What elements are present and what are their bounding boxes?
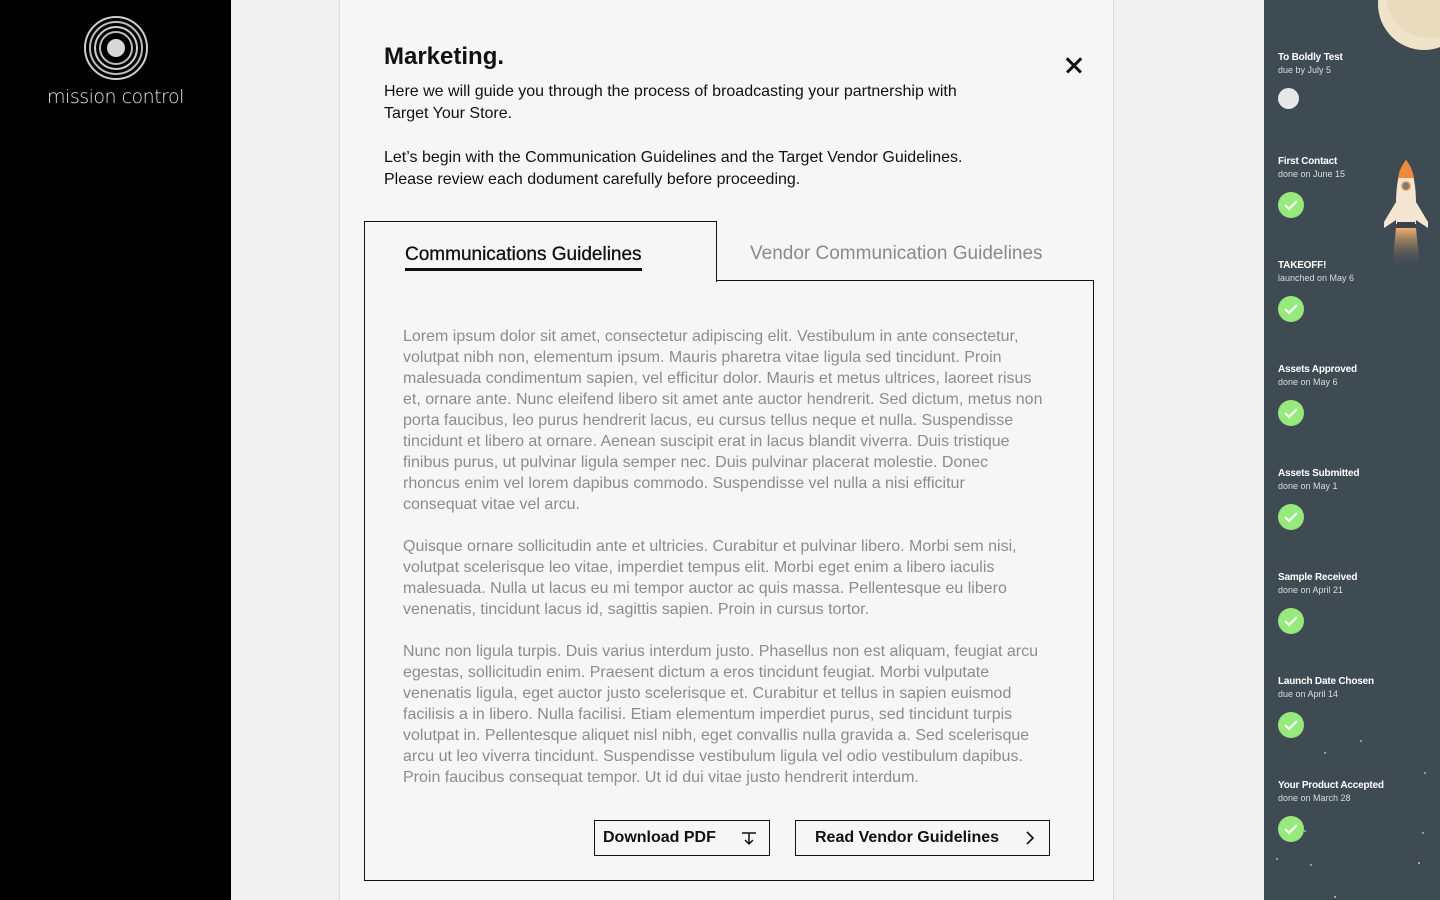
download-pdf-label: Download PDF — [603, 829, 716, 846]
progress-step[interactable] — [1278, 676, 1428, 699]
step-title: First Contact — [1278, 156, 1338, 167]
left-sidebar — [0, 0, 231, 900]
read-vendor-guidelines-button[interactable] — [795, 820, 1050, 856]
step-title: Assets Submitted — [1278, 468, 1360, 479]
step-date: due on April 14 — [1278, 689, 1339, 699]
progress-step[interactable] — [1278, 156, 1428, 179]
intro-paragraph: Here we will guide you through the process of broadcasting your partnership with Target Your Store. — [384, 83, 957, 122]
tab-label: Vendor Communication Guidelines — [750, 243, 1043, 264]
star-decoration — [1310, 864, 1312, 866]
step-date: done on June 15 — [1278, 169, 1346, 179]
intro-paragraph: Let’s begin with the Communication Guidelines and the Target Vendor Guidelines. Please review each dodument carefully before proceeding. — [384, 149, 963, 188]
tab-vendor-communication-guidelines[interactable] — [717, 221, 1094, 281]
progress-step[interactable] — [1278, 52, 1428, 75]
step-date: done on April 21 — [1278, 585, 1344, 595]
tab-label: Communications Guidelines — [405, 244, 642, 271]
checkmark-icon — [1278, 608, 1304, 634]
step-title: Assets Approved — [1278, 364, 1357, 375]
star-decoration — [1304, 830, 1306, 832]
checkmark-icon — [1278, 712, 1304, 738]
progress-step[interactable] — [1278, 780, 1428, 803]
download-pdf-button[interactable] — [594, 820, 770, 856]
step-date: launched on May 6 — [1278, 273, 1355, 283]
chevron-right-icon — [1023, 830, 1037, 846]
marketing-modal — [339, 0, 1114, 900]
tab-panel — [364, 280, 1094, 881]
checkmark-icon — [1278, 816, 1304, 842]
star-decoration — [1324, 752, 1326, 754]
brand-name: mission control — [47, 86, 184, 108]
checkmark-icon — [1278, 400, 1304, 426]
guidelines-paragraph: Lorem ipsum dolor sit amet, consectetur adipiscing elit. Vestibulum in ante consectetur, volutpat nibh non, elementum ipsum. Mauris pharetra vitae ligula sed tincidunt. Proin malesuada condimentum sapien, vel efficitur dolor. Mauris et metus ultrices, laoreet risus et, ornare ante. Nunc eleifend libero sit amet ante auctor hendrerit. Sed dictum, metus non porta faucibus, leo purus hendrerit lacus, eu cursus tellus neque et nulla. Suspendisse tincidunt et libero at ornare. Aenean suscipit erat in lacus blandit viverra. Duis tristique finibus purus, ut pulvinar ligula semper nec. Duis pulvinar placerat molestie. Donec rhoncus enim vel lorem dapibus commodo. Suspendisse vel nulla a nisi efficitur consequat vitae vel arcu. — [403, 328, 1043, 513]
star-decoration — [1360, 740, 1362, 742]
step-title: TAKEOFF! — [1278, 260, 1327, 271]
close-button[interactable] — [1062, 53, 1086, 77]
guidelines-text — [403, 326, 1043, 788]
step-title: Sample Received — [1278, 572, 1358, 583]
progress-sidebar — [1264, 0, 1440, 900]
download-icon — [741, 830, 757, 846]
guidelines-paragraph: Quisque ornare sollicitudin ante et ultricies. Curabitur et pulvinar libero. Morbi sem nisi, volutpat scelerisque leo vitae, imperdiet tempus elit. Morbi eget enim a libero iaculis malesuada. Nulla ut lacus eu mi tempor auctor ac quis massa. Pellentesque eu libero venenatis, tincidunt lacus id, sagittis sapien. Proin in cursus tortor. — [403, 538, 1017, 618]
pending-indicator — [1278, 88, 1299, 109]
checkmark-icon — [1278, 296, 1304, 322]
guidelines-paragraph: Nunc non ligula turpis. Duis varius interdum justo. Phasellus non est aliquam, feugiat arcu egestas, sollicitudin enim. Praesent dictum a eros tincidunt feugiat. Morbi vulputate venenatis ligula, eget auctor justo scelerisque et. Curabitur et tellus in sapien euismod facilisis a in libero. Nulla facilisi. Etiam elementum imperdiet purus, sed tincidunt turpis volutpat in. Pellentesque aliquet nisl nibh, eget convallis nulla gravida a. Sed scelerisque arcu ut leo viverra tincidunt. Suspendisse vestibulum ligula vel odio vestibulum dapibus. Proin faucibus consequat tempor. Ut id dui vitae justo hendrerit interdum. — [403, 643, 1038, 786]
checkmark-icon — [1278, 192, 1304, 218]
step-date: due by July 5 — [1278, 65, 1332, 75]
progress-step[interactable] — [1278, 364, 1428, 387]
step-date: done on May 6 — [1278, 377, 1338, 387]
star-decoration — [1418, 862, 1420, 864]
step-date: done on March 28 — [1278, 793, 1351, 803]
progress-step[interactable] — [1278, 260, 1428, 283]
step-date: done on May 1 — [1278, 481, 1338, 491]
star-decoration — [1422, 832, 1424, 834]
step-title: Launch Date Chosen — [1278, 676, 1374, 687]
progress-step[interactable] — [1278, 572, 1428, 595]
progress-step[interactable] — [1278, 468, 1428, 491]
intro-text — [384, 81, 984, 191]
star-decoration — [1334, 896, 1336, 898]
target-logo-icon — [82, 14, 150, 82]
logo[interactable] — [0, 14, 231, 108]
read-vendor-label: Read Vendor Guidelines — [815, 829, 1000, 846]
step-title: To Boldly Test — [1278, 52, 1343, 63]
tab-communications-guidelines[interactable] — [364, 221, 717, 282]
star-decoration — [1424, 772, 1426, 774]
checkmark-icon — [1278, 504, 1304, 530]
step-title: Your Product Accepted — [1278, 780, 1384, 791]
star-decoration — [1276, 858, 1278, 860]
modal-title: Marketing. — [384, 43, 505, 70]
